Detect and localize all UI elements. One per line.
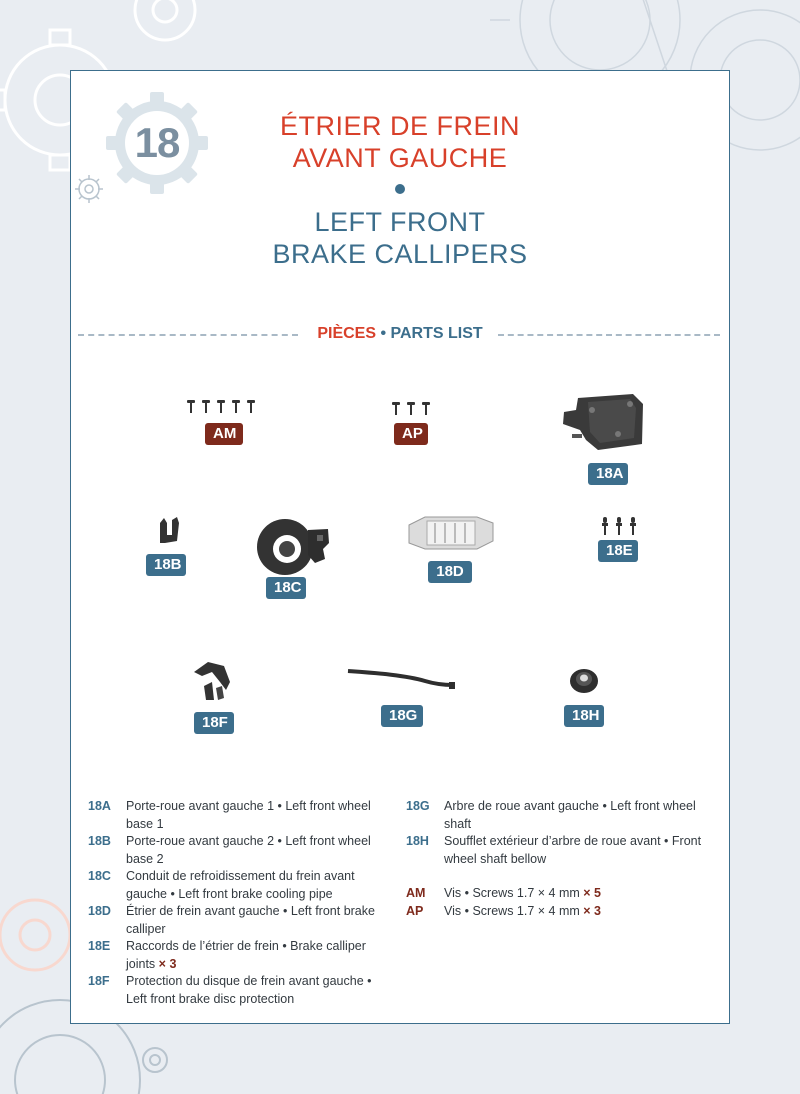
step-number: 18 bbox=[134, 119, 180, 166]
part-label-18e: 18E bbox=[598, 540, 638, 562]
part-label-ap: AP bbox=[394, 423, 428, 445]
parts-heading-separator: • bbox=[376, 325, 391, 342]
title-separator-dot bbox=[395, 184, 405, 194]
list-item: 18D Étrier de frein avant gauche • Left front brake calliper bbox=[88, 904, 375, 936]
dashed-divider-left bbox=[78, 334, 298, 336]
parts-list-heading bbox=[300, 325, 500, 343]
part-18e-image bbox=[598, 515, 642, 537]
list-item: AP Vis • Screws 1.7 × 4 mm × 3 bbox=[406, 903, 602, 918]
quantity-badge: × 5 bbox=[583, 886, 602, 900]
title-french bbox=[220, 110, 580, 174]
quantity-badge: × 3 bbox=[583, 903, 602, 918]
part-label-18h: 18H bbox=[564, 705, 604, 727]
list-item: 18E Raccords de l’étrier de frein • Brake calliper joints × 3 bbox=[88, 939, 366, 971]
part-label-18f: 18F bbox=[194, 712, 234, 734]
background-gear-icon bbox=[115, 0, 215, 60]
small-gear-icon bbox=[72, 172, 106, 206]
list-item: 18A Porte-roue avant gauche 1 • Left front wheel base 1 bbox=[88, 799, 371, 831]
part-label-18a: 18A bbox=[588, 463, 628, 485]
part-18c-image bbox=[253, 515, 335, 577]
parts-list-right bbox=[406, 798, 716, 920]
part-label-18b: 18B bbox=[146, 554, 186, 576]
part-18a-image bbox=[558, 390, 648, 455]
part-18b-image bbox=[155, 515, 183, 545]
parts-heading-en: PARTS LIST bbox=[390, 325, 483, 342]
list-item: 18G Arbre de roue avant gauche • Left front wheel shaft bbox=[406, 799, 696, 831]
part-18d-image bbox=[405, 515, 497, 551]
quantity-badge: × 3 bbox=[158, 956, 177, 971]
list-item: AM Vis • Screws 1.7 × 4 mm × 5 bbox=[406, 886, 602, 900]
part-label-18d: 18D bbox=[428, 561, 472, 583]
parts-list-left bbox=[88, 798, 388, 1008]
title-en-line1: LEFT FRONT bbox=[314, 207, 486, 237]
list-item: 18H Soufflet extérieur d’arbre de roue avant • Front wheel shaft bellow bbox=[406, 834, 702, 866]
background-gear-icon bbox=[135, 1040, 175, 1080]
part-label-18g: 18G bbox=[381, 705, 423, 727]
title-fr-line1: ÉTRIER DE FREIN bbox=[279, 111, 521, 141]
part-18f-image bbox=[190, 660, 238, 702]
part-ap-screws-image bbox=[390, 400, 434, 418]
dashed-divider-right bbox=[498, 334, 720, 336]
part-am-screws-image bbox=[185, 398, 261, 416]
list-item: 18F Protection du disque de frein avant gauche • Left front brake disc protection bbox=[88, 974, 372, 1006]
list-item: 18B Porte-roue avant gauche 2 • Left front wheel base 2 bbox=[88, 834, 371, 866]
title-en-line2: BRAKE CALLIPERS bbox=[272, 239, 528, 269]
title-fr-line2: AVANT GAUCHE bbox=[292, 143, 508, 173]
part-label-am: AM bbox=[205, 423, 243, 445]
parts-heading-fr: PIÈCES bbox=[317, 325, 377, 342]
part-18h-image bbox=[568, 665, 600, 695]
part-label-18c: 18C bbox=[266, 577, 306, 599]
list-item: 18C Conduit de refroidissement du frein avant gauche • Left front brake cooling pipe bbox=[88, 869, 355, 901]
title-english bbox=[220, 206, 580, 270]
part-18g-image bbox=[345, 665, 457, 693]
